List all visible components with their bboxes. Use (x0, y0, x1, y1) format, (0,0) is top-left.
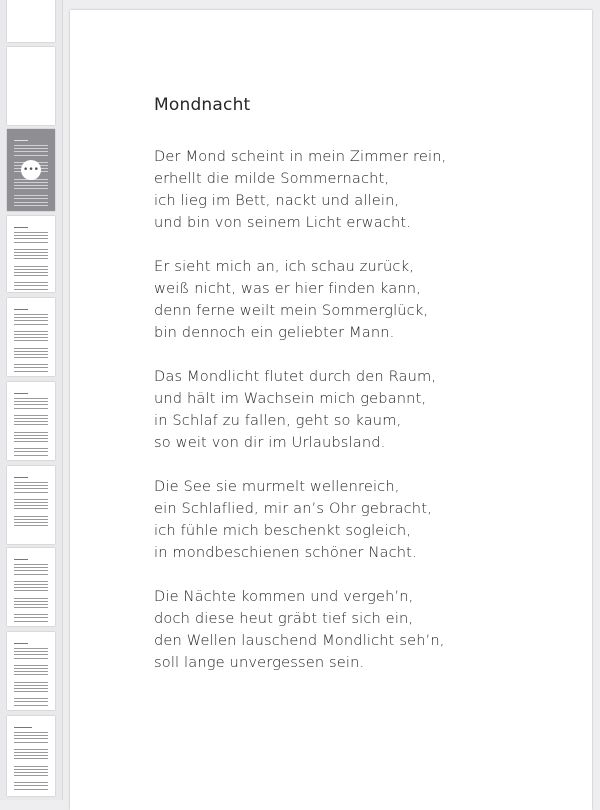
poem-line: in mondbeschienen schöner Nacht. (154, 544, 417, 561)
page-thumbnail[interactable] (7, 632, 55, 710)
page-thumbnail-selected[interactable] (7, 129, 55, 211)
thumbnail-title-line (14, 727, 32, 728)
poem-line: Die See sie murmelt wellenreich, (154, 478, 400, 495)
poem-line: soll lange unvergessen sein. (154, 654, 365, 671)
page-thumbnail[interactable] (7, 548, 55, 626)
stanza (154, 366, 574, 454)
stanza (154, 586, 574, 674)
stanza (154, 256, 574, 344)
thumbnail-text-lines (14, 314, 48, 374)
poem-line: bin dennoch ein geliebter Mann. (154, 324, 395, 341)
page-thumbnail[interactable] (7, 216, 55, 292)
poem-line: Das Mondlicht flutet durch den Raum, (154, 368, 437, 385)
poem-line: und hält im Wachsein mich gebannt, (154, 390, 427, 407)
poem-line: den Wellen lauschend Mondlicht seh’n, (154, 632, 445, 649)
thumbnail-title-line (14, 227, 28, 228)
poem-line: ein Schlaflied, mir an’s Ohr gebracht, (154, 500, 432, 517)
poem-line: Er sieht mich an, ich schau zurück, (154, 258, 414, 275)
stanza (154, 476, 574, 564)
stanza (154, 146, 574, 234)
thumbnail-title-line (14, 309, 28, 310)
thumbnail-text-lines (14, 482, 48, 528)
ellipsis-icon[interactable]: ••• (21, 160, 41, 180)
page-thumbnail-sidebar (0, 0, 63, 800)
poem-line: Die Nächte kommen und vergeh’n, (154, 588, 414, 605)
poem-line: Der Mond scheint in mein Zimmer rein, (154, 148, 447, 165)
thumbnail-text-lines (14, 232, 48, 292)
thumbnail-text-lines (14, 648, 48, 708)
page-thumbnail[interactable] (7, 382, 55, 460)
page-thumbnail[interactable] (7, 47, 55, 125)
thumbnail-title-line (14, 477, 28, 478)
poem (154, 94, 574, 696)
poem-line: in Schlaf zu fallen, geht so kaum, (154, 412, 402, 429)
poem-line: denn ferne weilt mein Sommerglück, (154, 302, 429, 319)
document-page (70, 10, 592, 810)
page-thumbnail[interactable] (7, 298, 55, 376)
poem-title: Mondnacht (154, 95, 251, 115)
thumbnail-text-lines (14, 732, 48, 792)
page-thumbnail[interactable] (7, 466, 55, 544)
poem-line: ich fühle mich beschenkt sogleich, (154, 522, 412, 539)
page-thumbnail[interactable] (7, 716, 55, 796)
thumbnail-title-line (14, 559, 28, 560)
thumbnail-title-line (14, 643, 28, 644)
poem-line: erhellt die milde Sommernacht, (154, 170, 390, 187)
poem-line: weiß nicht, was er hier finden kann, (154, 280, 421, 297)
thumbnail-title-line (14, 140, 28, 141)
thumbnail-text-lines (14, 398, 48, 458)
poem-line: ich lieg im Bett, nackt und allein, (154, 192, 400, 209)
page-thumbnail[interactable] (7, 0, 55, 42)
poem-line: und bin von seinem Licht erwacht. (154, 214, 412, 231)
thumbnail-title-line (14, 393, 28, 394)
poem-line: doch diese heut gräbt tief sich ein, (154, 610, 414, 627)
thumbnail-text-lines (14, 564, 48, 624)
poem-line: so weit von dir im Urlaubsland. (154, 434, 386, 451)
